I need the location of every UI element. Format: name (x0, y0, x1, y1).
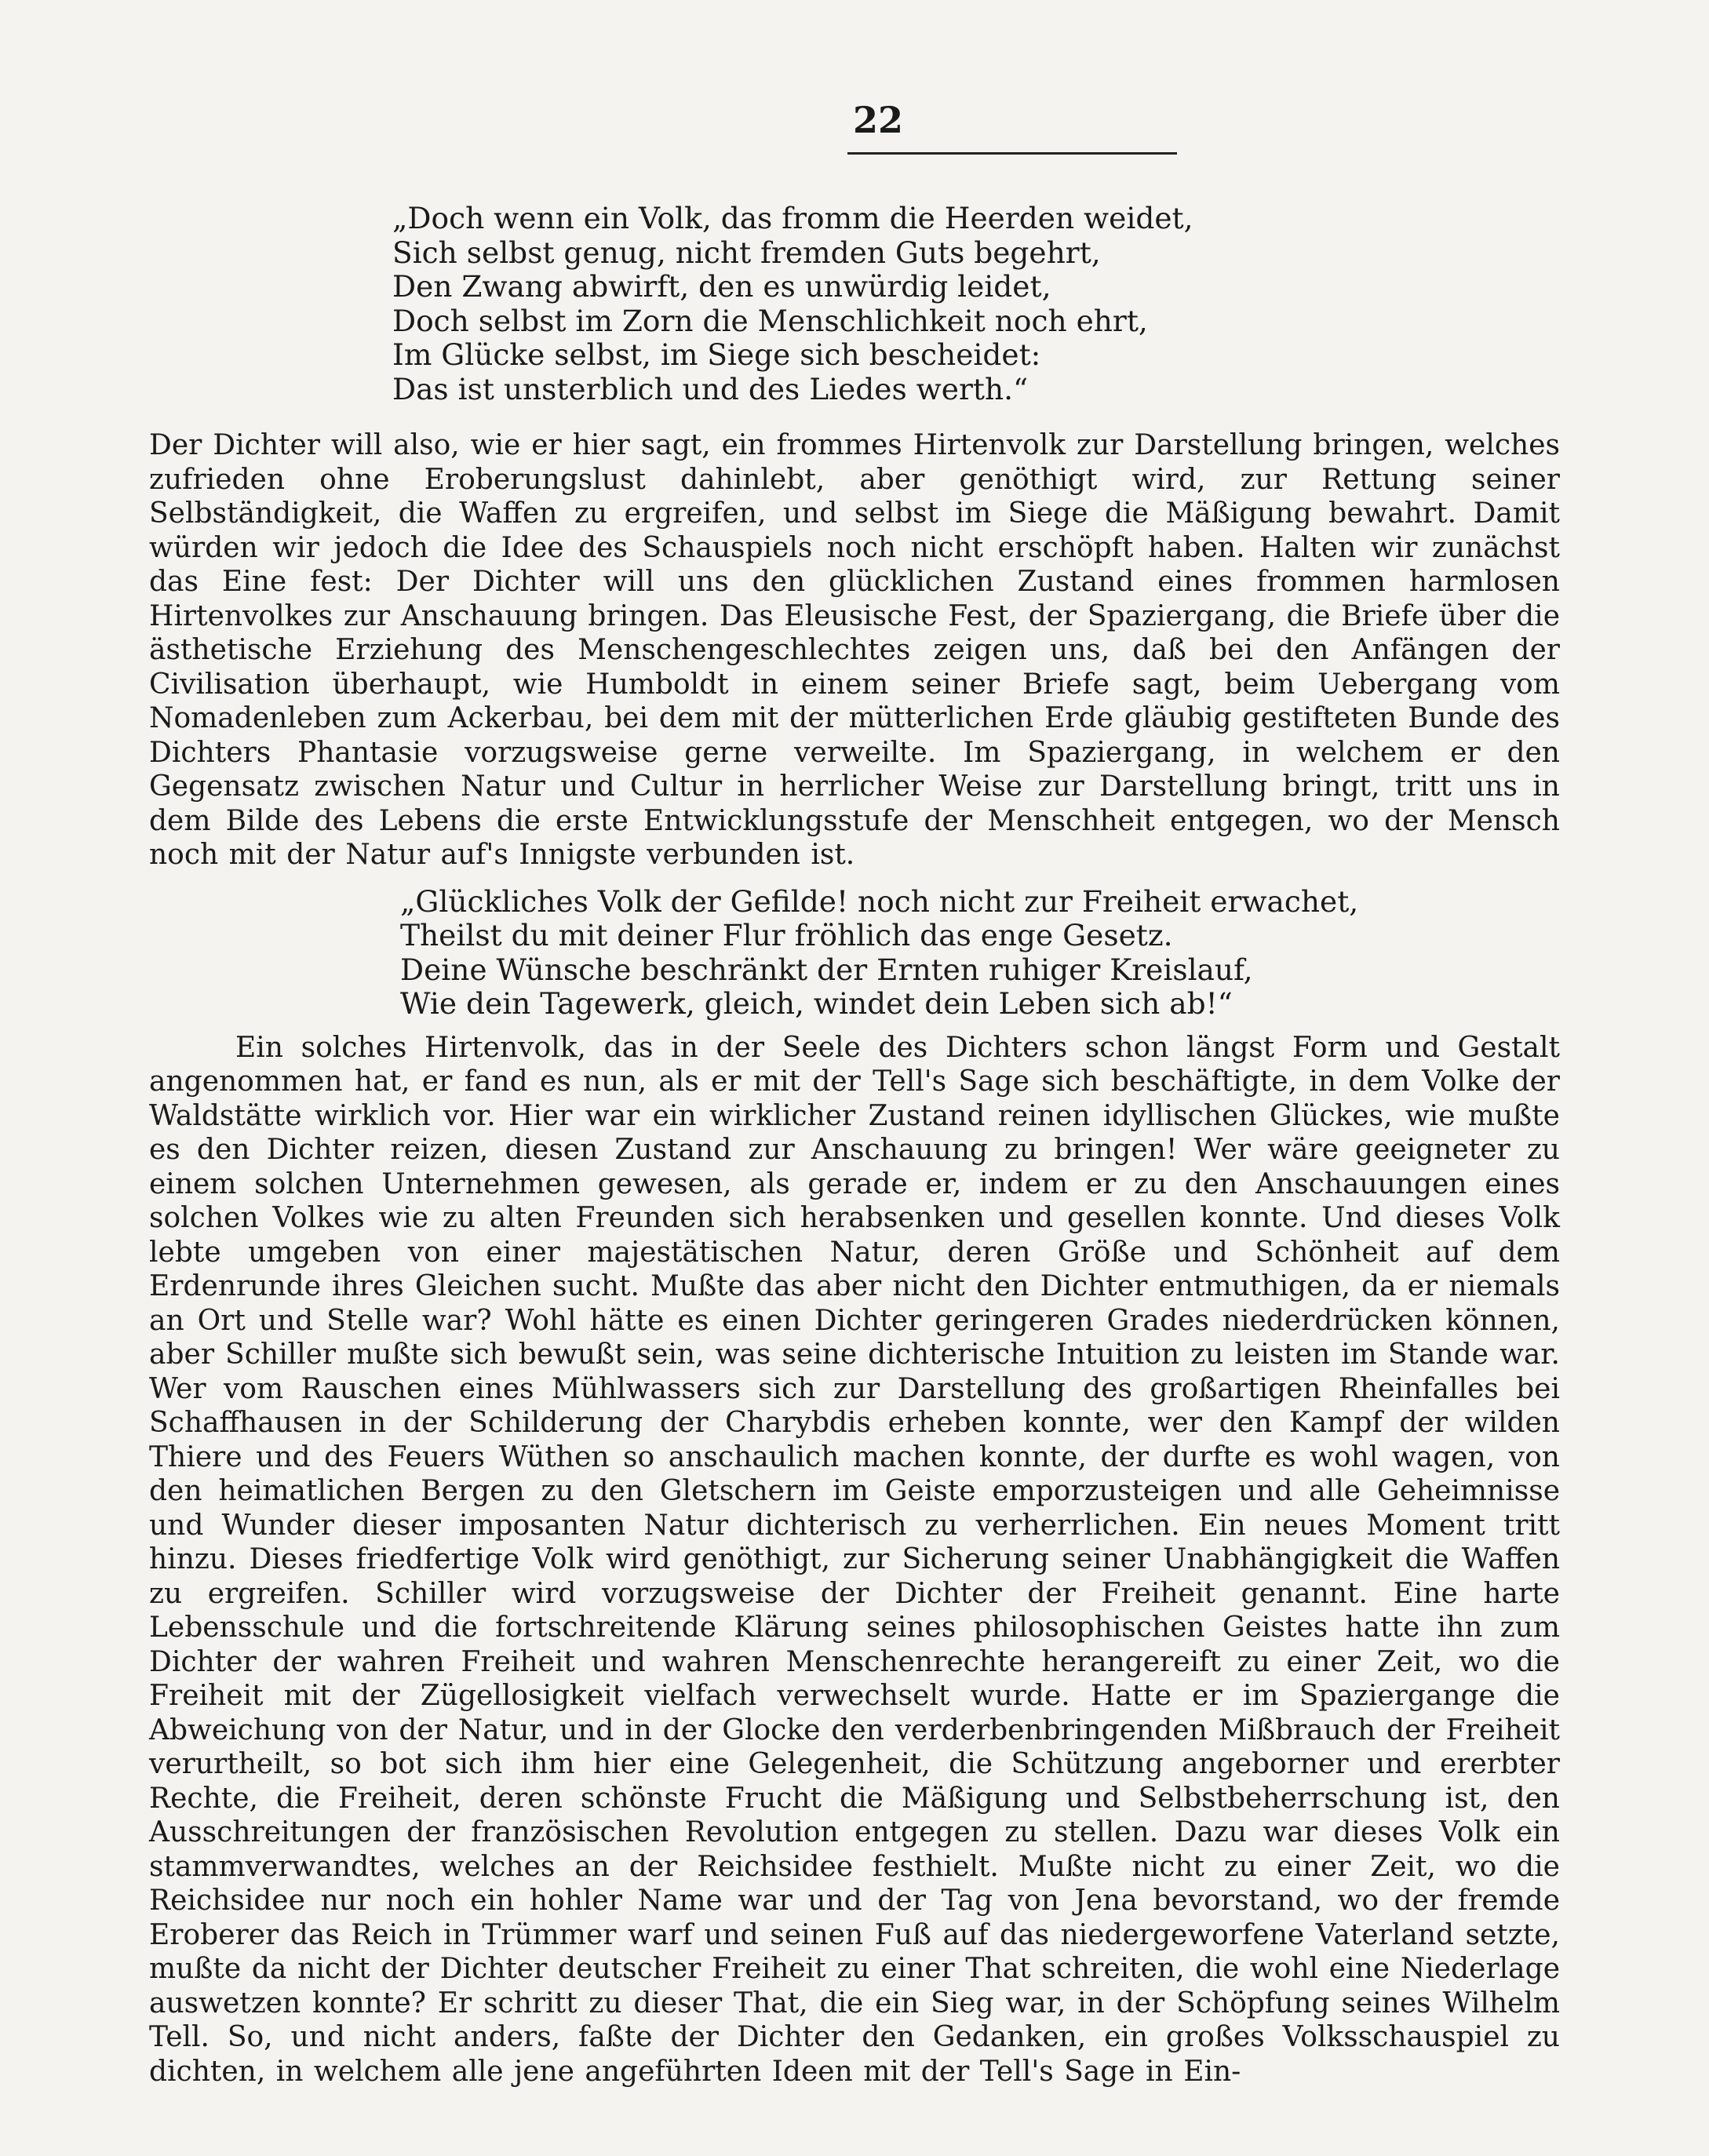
verse-line: Deine Wünsche beschränkt der Ernten ruhiger Kreislauf, (400, 952, 1253, 987)
verse-line: Sich selbst genug, nicht fremden Guts begehrt, (392, 235, 1101, 270)
body-text-2 (149, 1031, 1560, 2089)
verse-quote-2 (400, 885, 1560, 1022)
verse-line: Wie dein Tagewerk, gleich, windet dein Leben sich ab!“ (400, 986, 1233, 1021)
page-number: 22 (852, 99, 903, 141)
verse-line: Doch selbst im Zorn die Menschlichkeit noch ehrt, (392, 303, 1148, 338)
verse-line: Theilst du mit deiner Flur fröhlich das enge Gesetz. (400, 918, 1173, 952)
header-rule (847, 152, 1177, 155)
verse-quote-1 (392, 202, 1560, 406)
verse-line: „Doch wenn ein Volk, das fromm die Heerden weidet, (392, 201, 1193, 235)
verse-line: Im Glücke selbst, im Siege sich bescheidet: (392, 337, 1041, 372)
verse-line: „Glückliches Volk der Gefilde! noch nicht zur Freiheit erwachet, (400, 883, 1359, 919)
paragraph-2: Ein solches Hirtenvolk, das in der Seele des Dichters schon längst Form und Gestalt angenommen hat, er fand es nun, als er mit der Tell's Sage sich beschäftigte, in dem Volke der Waldstätte wirklich vor. Hier war ein wirklicher Zustand reinen idyllischen Glückes, wie mußte es den Dichter reizen, diesen Zustand zur Anschauung zu bringen! Wer wäre geeigneter zu einem solchen Unternehmen gewesen, als gerade er, indem er zu den Anschauungen eines solchen Volkes wie zu alten Freunden sich herabsenken und gesellen konnte. Und dieses Volk lebte umgeben von einer majestätischen Natur, deren Größe und Schönheit auf dem Erdenrunde ihres Gleichen sucht. Mußte das aber nicht den Dichter entmuthigen, da er niemals an Ort und Stelle war? Wohl hätte es einen Dichter geringeren Grades niederdrücken können, aber Schiller mußte sich bewußt sein, was seine dichterische Intuition zu leisten im Stande war. Wer vom Rauschen eines Mühlwassers sich zur Darstellung des großartigen Rheinfalles bei Schaffhausen in der Schilderung der Charybdis erheben konnte, wer den Kampf der wilden Thiere und des Feuers Wüthen so anschaulich machen konnte, der durfte es wohl wagen, von den heimatlichen Bergen zu den Gletschern im Geiste emporzusteigen und alle Geheimnisse und Wunder dieser imposanten Natur dichterisch zu verherrlichen. Ein neues Moment tritt hinzu. Dieses friedfertige Volk wird genöthigt, zur Sicherung seiner Unabhängigkeit die Waffen zu ergreifen. Schiller wird vorzugsweise der Dichter der Freiheit genannt. Eine harte Lebensschule und die fortschreitende Klärung seines philosophischen Geistes hatte ihn zum Dichter der wahren Freiheit und wahren Menschenrechte herangereift zu einer Zeit, wo die Freiheit mit der Zügellosigkeit vielfach verwechselt wurde. Hatte er im Spaziergange die Abweichung von der Natur, und in der Glocke den verderbenbringenden Mißbrauch der Freiheit verurtheilt, so bot sich ihm hier eine Gelegenheit, die Schützung angeborner und ererbter Rechte, die Freiheit, deren schönste Frucht die Mäßigung und Selbstbeherrschung ist, den Ausschreitungen der französischen Revolution entgegen zu stellen. Dazu war dieses Volk ein stammverwandtes, welches an der Reichsidee festhielt. Mußte nicht zu einer Zeit, wo die Reichsidee nur noch ein hohler Name war und der Tag von Jena bevorstand, wo der fremde Eroberer das Reich in Trümmer warf und seinen Fuß auf das niedergeworfene Vaterland setzte, mußte da nicht der Dichter deutscher Freiheit zu einer That schreiten, die wohl eine Niederlage auswetzen konnte? Er schritt zu dieser That, die ein Sieg war, in der Schöpfung seines Wilhelm Tell. So, und nicht anders, faßte der Dichter den Gedanken, ein großes Volksschauspiel zu dichten, in welchem alle jene angeführten Ideen mit der Tell's Sage in Ein- (149, 1031, 1560, 2088)
verse-line: Den Zwang abwirft, den es unwürdig leidet, (392, 269, 1051, 304)
body-text-1 (149, 428, 1560, 872)
paragraph-1: Der Dichter will also, wie er hier sagt, ein frommes Hirtenvolk zur Darstellung bringen, welches zufrieden ohne Eroberungslust dahinlebt, aber genöthigt wird, zur Rettung seiner Selbständigkeit, die Waffen zu ergreifen, und selbst im Siege die Mäßigung bewahrt. Damit würden wir jedoch die Idee des Schauspiels noch nicht erschöpft haben. Halten wir zunächst das Eine fest: Der Dichter will uns den glücklichen Zustand eines frommen harmlosen Hirtenvolkes zur Anschauung bringen. Das Eleusische Fest, der Spaziergang, die Briefe über die ästhetische Erziehung des Menschengeschlechtes zeigen uns, daß bei den Anfängen der Civilisation überhaupt, wie Humboldt in einem seiner Briefe sagt, beim Uebergang vom Nomadenleben zum Ackerbau, bei dem mit der mütterlichen Erde gläubig gestifteten Bunde des Dichters Phantasie vorzugsweise gerne verweilte. Im Spaziergang, in welchem er den Gegensatz zwischen Natur und Cultur in herrlicher Weise zur Darstellung bringt, tritt uns in dem Bilde des Lebens die erste Entwicklungsstufe der Menschheit entgegen, wo der Mensch noch mit der Natur auf's Innigste verbunden ist. (149, 429, 1560, 871)
verse-line: Das ist unsterblich und des Liedes werth.“ (392, 371, 1029, 406)
